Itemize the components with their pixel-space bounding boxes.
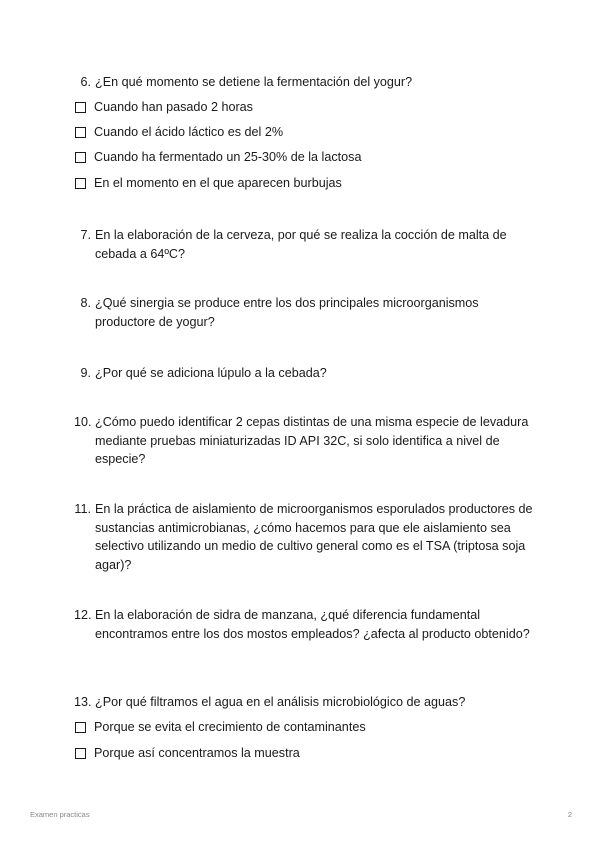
checkbox-icon[interactable] bbox=[75, 102, 86, 113]
question-number: 10. bbox=[74, 415, 92, 429]
checkbox-icon[interactable] bbox=[75, 178, 86, 189]
question-9 bbox=[74, 364, 534, 383]
checkbox-icon[interactable] bbox=[75, 722, 86, 733]
option-label: Porque así concentramos la muestra bbox=[94, 746, 300, 760]
option-label: Cuando el ácido láctico es del 2% bbox=[94, 125, 284, 139]
question-number: 12. bbox=[74, 608, 92, 622]
question-number: 8. bbox=[80, 296, 91, 310]
checkbox-icon[interactable] bbox=[75, 748, 86, 759]
question-number: 11. bbox=[74, 502, 91, 516]
question-number: 6. bbox=[80, 75, 91, 89]
question-text: ¿Cómo puedo identificar 2 cepas distintas de una misma especie de levadura mediante pruebas miniaturizadas ID API 32C, si solo identifica a nivel de especie? bbox=[95, 415, 529, 466]
option-checkbox[interactable] bbox=[75, 98, 253, 116]
question-7 bbox=[74, 226, 534, 263]
question-text: En la elaboración de la cerveza, por qué se realiza la cocción de malta de cebada a 64ºC? bbox=[95, 228, 507, 261]
option-label: En el momento en el que aparecen burbujas bbox=[94, 176, 342, 190]
question-8 bbox=[74, 294, 534, 331]
option-checkbox[interactable] bbox=[75, 148, 361, 166]
checkbox-icon[interactable] bbox=[75, 127, 86, 138]
question-number: 7. bbox=[80, 228, 91, 242]
question-text: ¿En qué momento se detiene la fermentación del yogur? bbox=[95, 75, 413, 89]
option-checkbox[interactable] bbox=[75, 123, 283, 141]
checkbox-icon[interactable] bbox=[75, 152, 86, 163]
question-12 bbox=[74, 606, 534, 643]
question-text: ¿Qué sinergia se produce entre los dos principales microorganismos productore de yogur? bbox=[95, 296, 479, 329]
question-text: ¿Por qué filtramos el agua en el análisis microbiológico de aguas? bbox=[95, 695, 466, 709]
question-text: En la elaboración de sidra de manzana, ¿qué diferencia fundamental encontramos entre los dos mostos empleados? ¿afecta al producto obtenido? bbox=[95, 608, 530, 641]
page-number: 2 bbox=[567, 810, 572, 819]
question-6 bbox=[74, 73, 534, 92]
footer-title: Examen practicas bbox=[30, 810, 90, 819]
option-checkbox[interactable] bbox=[75, 718, 366, 736]
option-checkbox[interactable] bbox=[75, 174, 342, 192]
option-label: Cuando ha fermentado un 25-30% de la lactosa bbox=[94, 150, 362, 164]
question-number: 13. bbox=[74, 695, 92, 709]
question-number: 9. bbox=[80, 366, 91, 380]
option-label: Cuando han pasado 2 horas bbox=[94, 100, 253, 114]
question-10 bbox=[74, 413, 534, 469]
option-checkbox[interactable] bbox=[75, 744, 300, 762]
option-label: Porque se evita el crecimiento de contaminantes bbox=[94, 720, 366, 734]
question-text: En la práctica de aislamiento de microorganismos esporulados productores de sustancias antimicrobianas, ¿cómo hacemos para que ele aislamiento sea selectivo utilizando un medio de cultivo general como es el TSA (triptosa soja agar)? bbox=[95, 502, 533, 572]
question-13 bbox=[74, 693, 534, 712]
question-11 bbox=[74, 500, 534, 574]
question-text: ¿Por qué se adiciona lúpulo a la cebada? bbox=[95, 366, 327, 380]
